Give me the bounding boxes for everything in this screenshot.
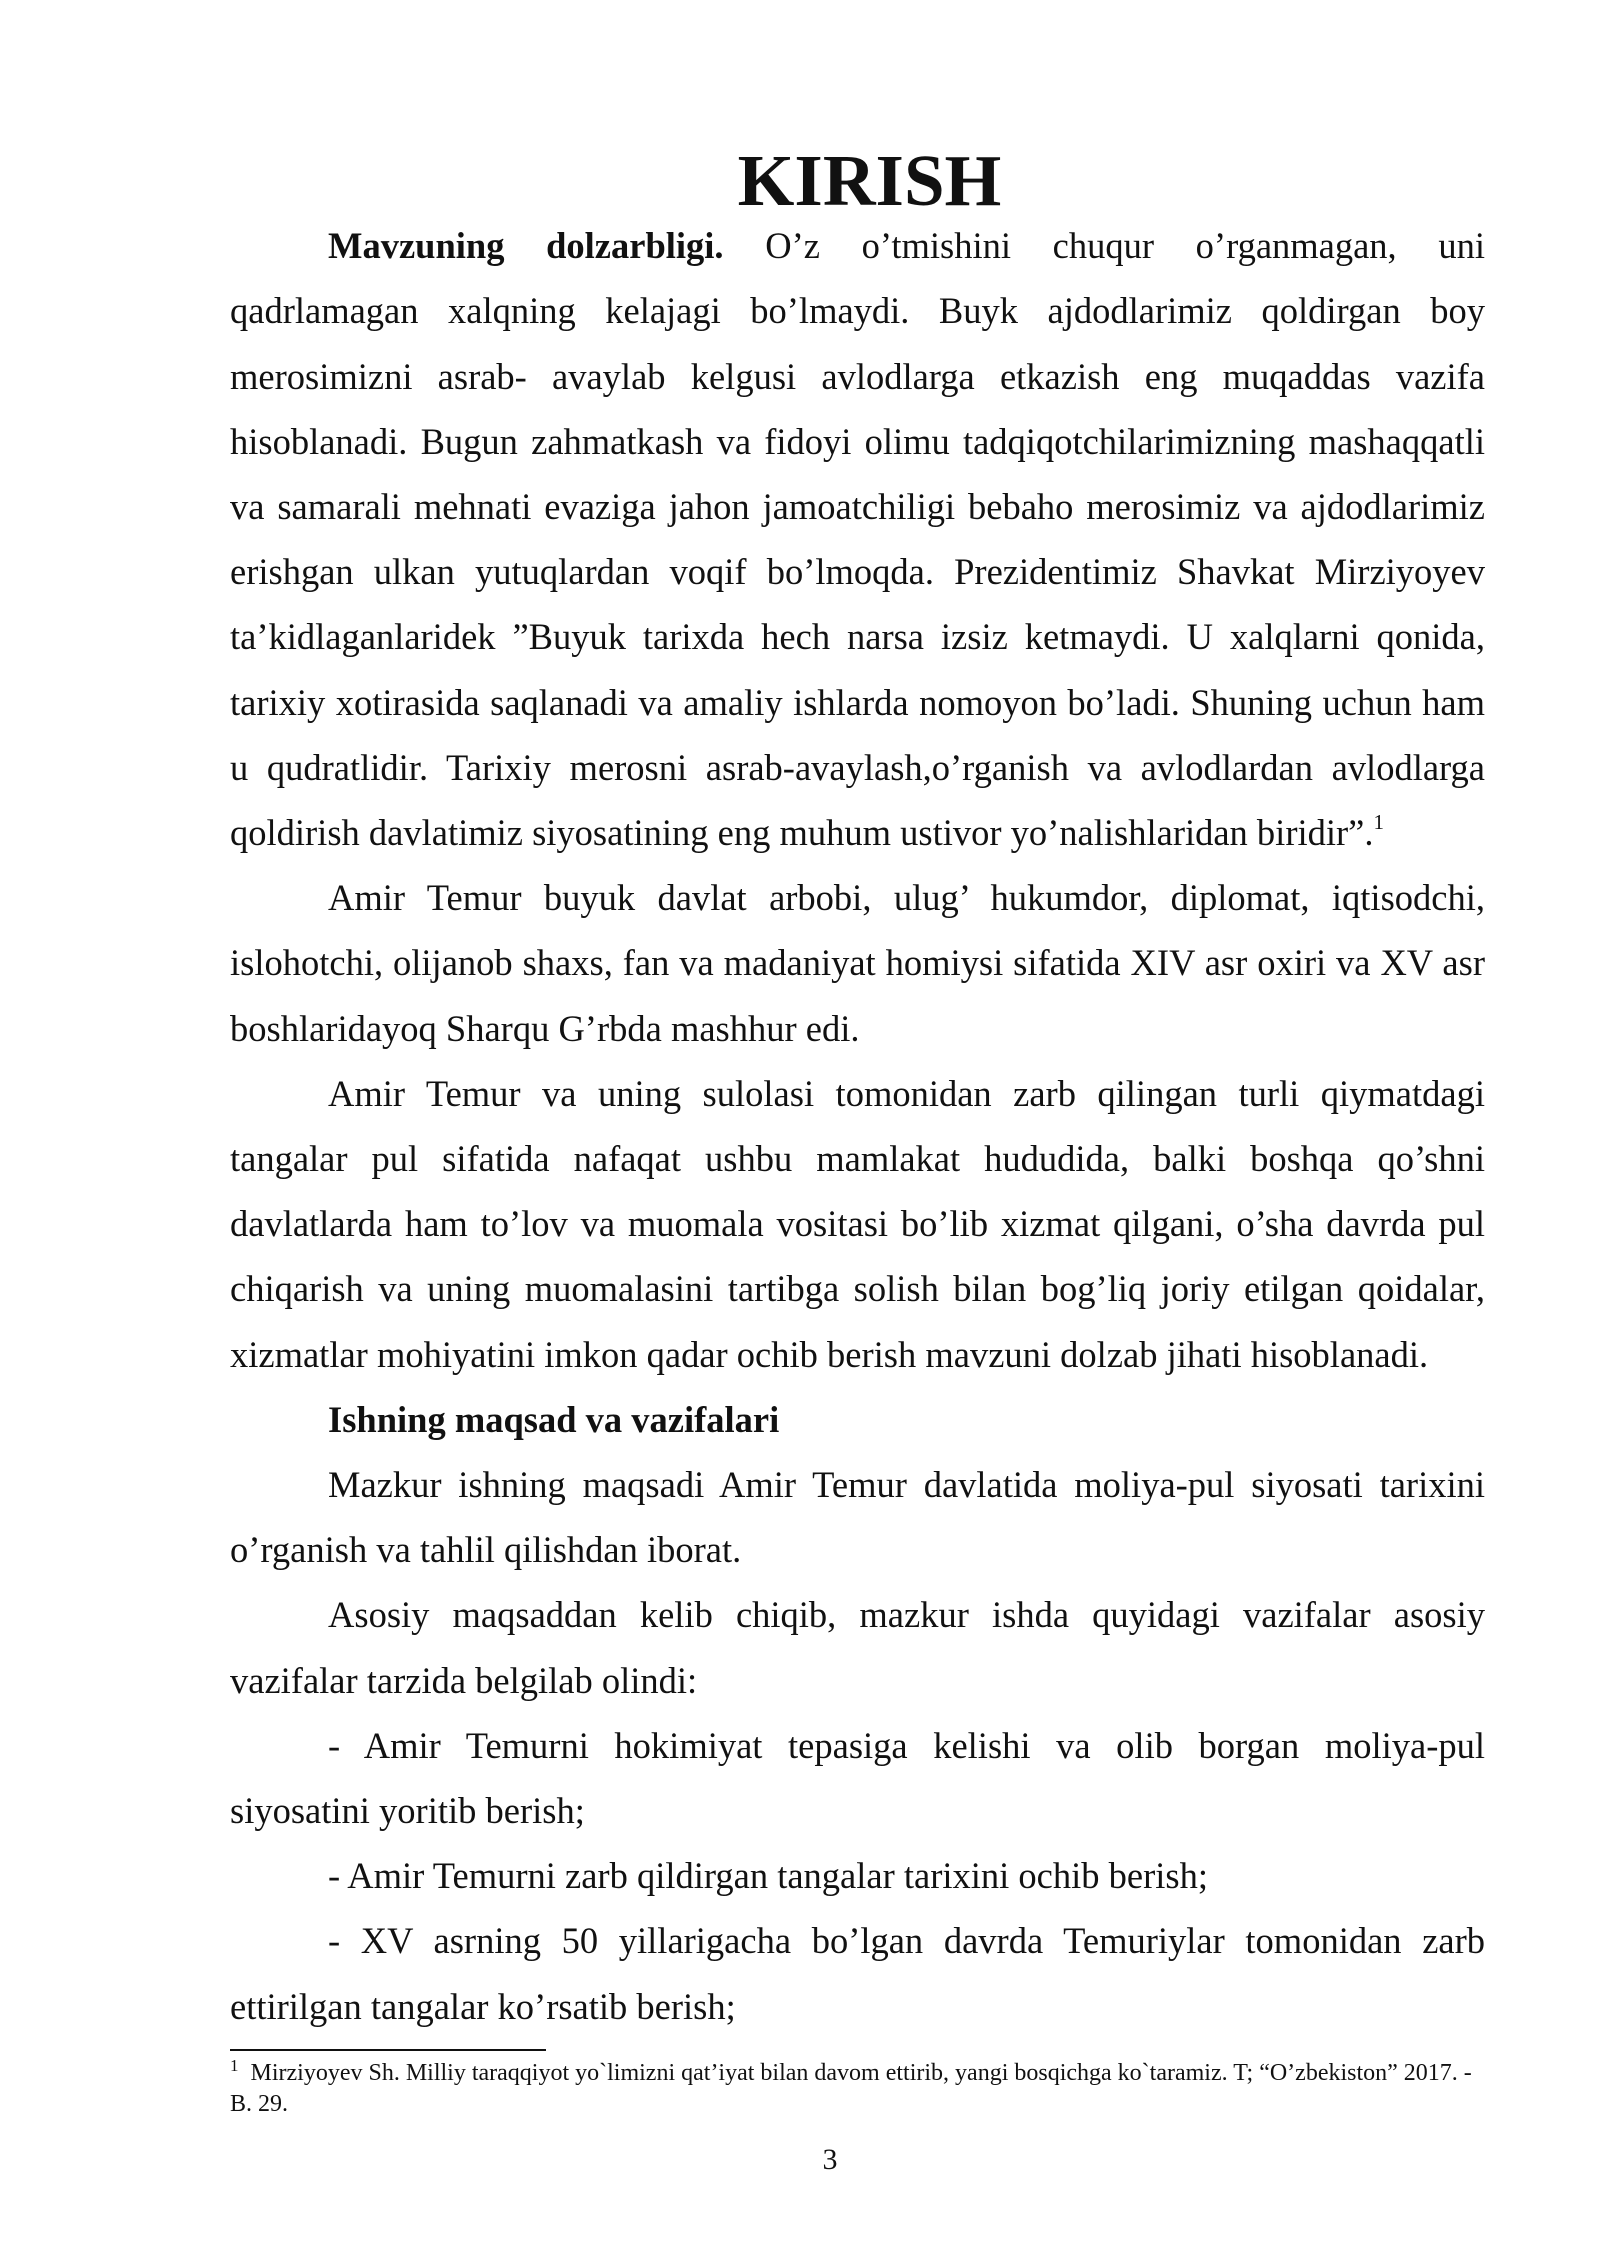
paragraph-relevance: [230, 213, 1485, 865]
section-heading: Ishning maqsad va vazifalari: [328, 1398, 780, 1440]
footnote: [230, 2058, 1485, 2120]
list-item: - Amir Temurni zarb qildirgan tangalar tarixini ochib berish;: [328, 1855, 1208, 1897]
footnote-number: 1: [230, 2056, 239, 2075]
paragraph-amir-temur: Amir Temur buyuk davlat arbobi, ulug’ hukumdor, diplomat, iqtisodchi, islohotchi, olijanob shaxs, fan va madaniyat homiysi sifatida XIV asr oxiri va XV asr boshlaridayoq Sharqu G’rbda mashhur edi.: [230, 877, 1485, 1049]
paragraph-lead: Mavzuning dolzarbligi.: [328, 225, 724, 267]
footnote-separator: [230, 2049, 546, 2051]
footnote-text: Mirziyoyev Sh. Milliy taraqqiyot yo`limizni qat’iyat bilan davom ettirib, yangi bosqichga ko`taramiz. T; “O’zbekiston” 2017. -B. 29.: [230, 2060, 1472, 2117]
page-title: KIRISH: [737, 140, 1002, 221]
footnote-reference[interactable]: 1: [1373, 810, 1384, 835]
list-item: - Amir Temurni hokimiyat tepasiga kelishi va olib borgan moliya-pul siyosatini yoritib berish;: [230, 1724, 1485, 1832]
list-item: - XV asrning 50 yillarigacha bo’lgan davrda Temuriylar tomonidan zarb ettirilgan tangalar ko’rsatib berish;: [230, 1920, 1485, 2027]
paragraph-text: O’z o’tmishini chuqur o’rganmagan, uni qadrlamagan xalqning kelajagi bo’lmaydi. Buyk ajdodlarimiz qoldirgan boy merosimizni asrab- avaylab kelgusi avlodlarga etkazish eng muqaddas vazifa hisoblanadi. Bugun zahmatkash va fidoyi olimu tadqiqotchilarimizning mashaqqatli va samarali mehnati evaziga jahon jamoatchiligi bebaho merosimiz va ajdodlarimiz erishgan ulkan yutuqlardan voqif bo’lmoqda. Prezidentimiz Shavkat Mirziyoyev ta’kidlaganlaridek ”Buyuk tarixda hech narsa izsiz ketmaydi. U xalqlarni qonida, tarixiy xotirasida saqlanadi va amaliy ishlarda nomoyon bo’ladi. Shuning uchun ham u qudratlidir. Tarixiy merosni asrab-avaylash,o’rganish va avlodlardan avlodlarga qoldirish davlatimiz siyosatining eng muhum ustivor yo’nalishlaridan biridir”.: [230, 225, 1485, 854]
page-body: [230, 140, 1485, 2039]
page-number: 3: [822, 2143, 838, 2176]
paragraph-goal: Mazkur ishning maqsadi Amir Temur davlatida moliya-pul siyosati tarixini o’rganish va tahlil qilishdan iborat.: [230, 1464, 1485, 1571]
paragraph-coins: Amir Temur va uning sulolasi tomonidan zarb qilingan turli qiymatdagi tangalar pul sifatida nafaqat ushbu mamlakat hududida, balki boshqa qo’shni davlatlarda ham to’lov va muomala vositasi bo’lib xizmat qilgani, o’sha davrda pul chiqarish va uning muomalasini tartibga solish bilan bog’liq joriy etilgan qoidalar, xizmatlar mohiyatini imkon qadar ochib berish mavzuni dolzab jihati hisoblanadi.: [230, 1072, 1485, 1375]
paragraph-tasks-intro: Asosiy maqsaddan kelib chiqib, mazkur ishda quyidagi vazifalar asosiy vazifalar tarzida belgilab olindi:: [230, 1594, 1485, 1701]
